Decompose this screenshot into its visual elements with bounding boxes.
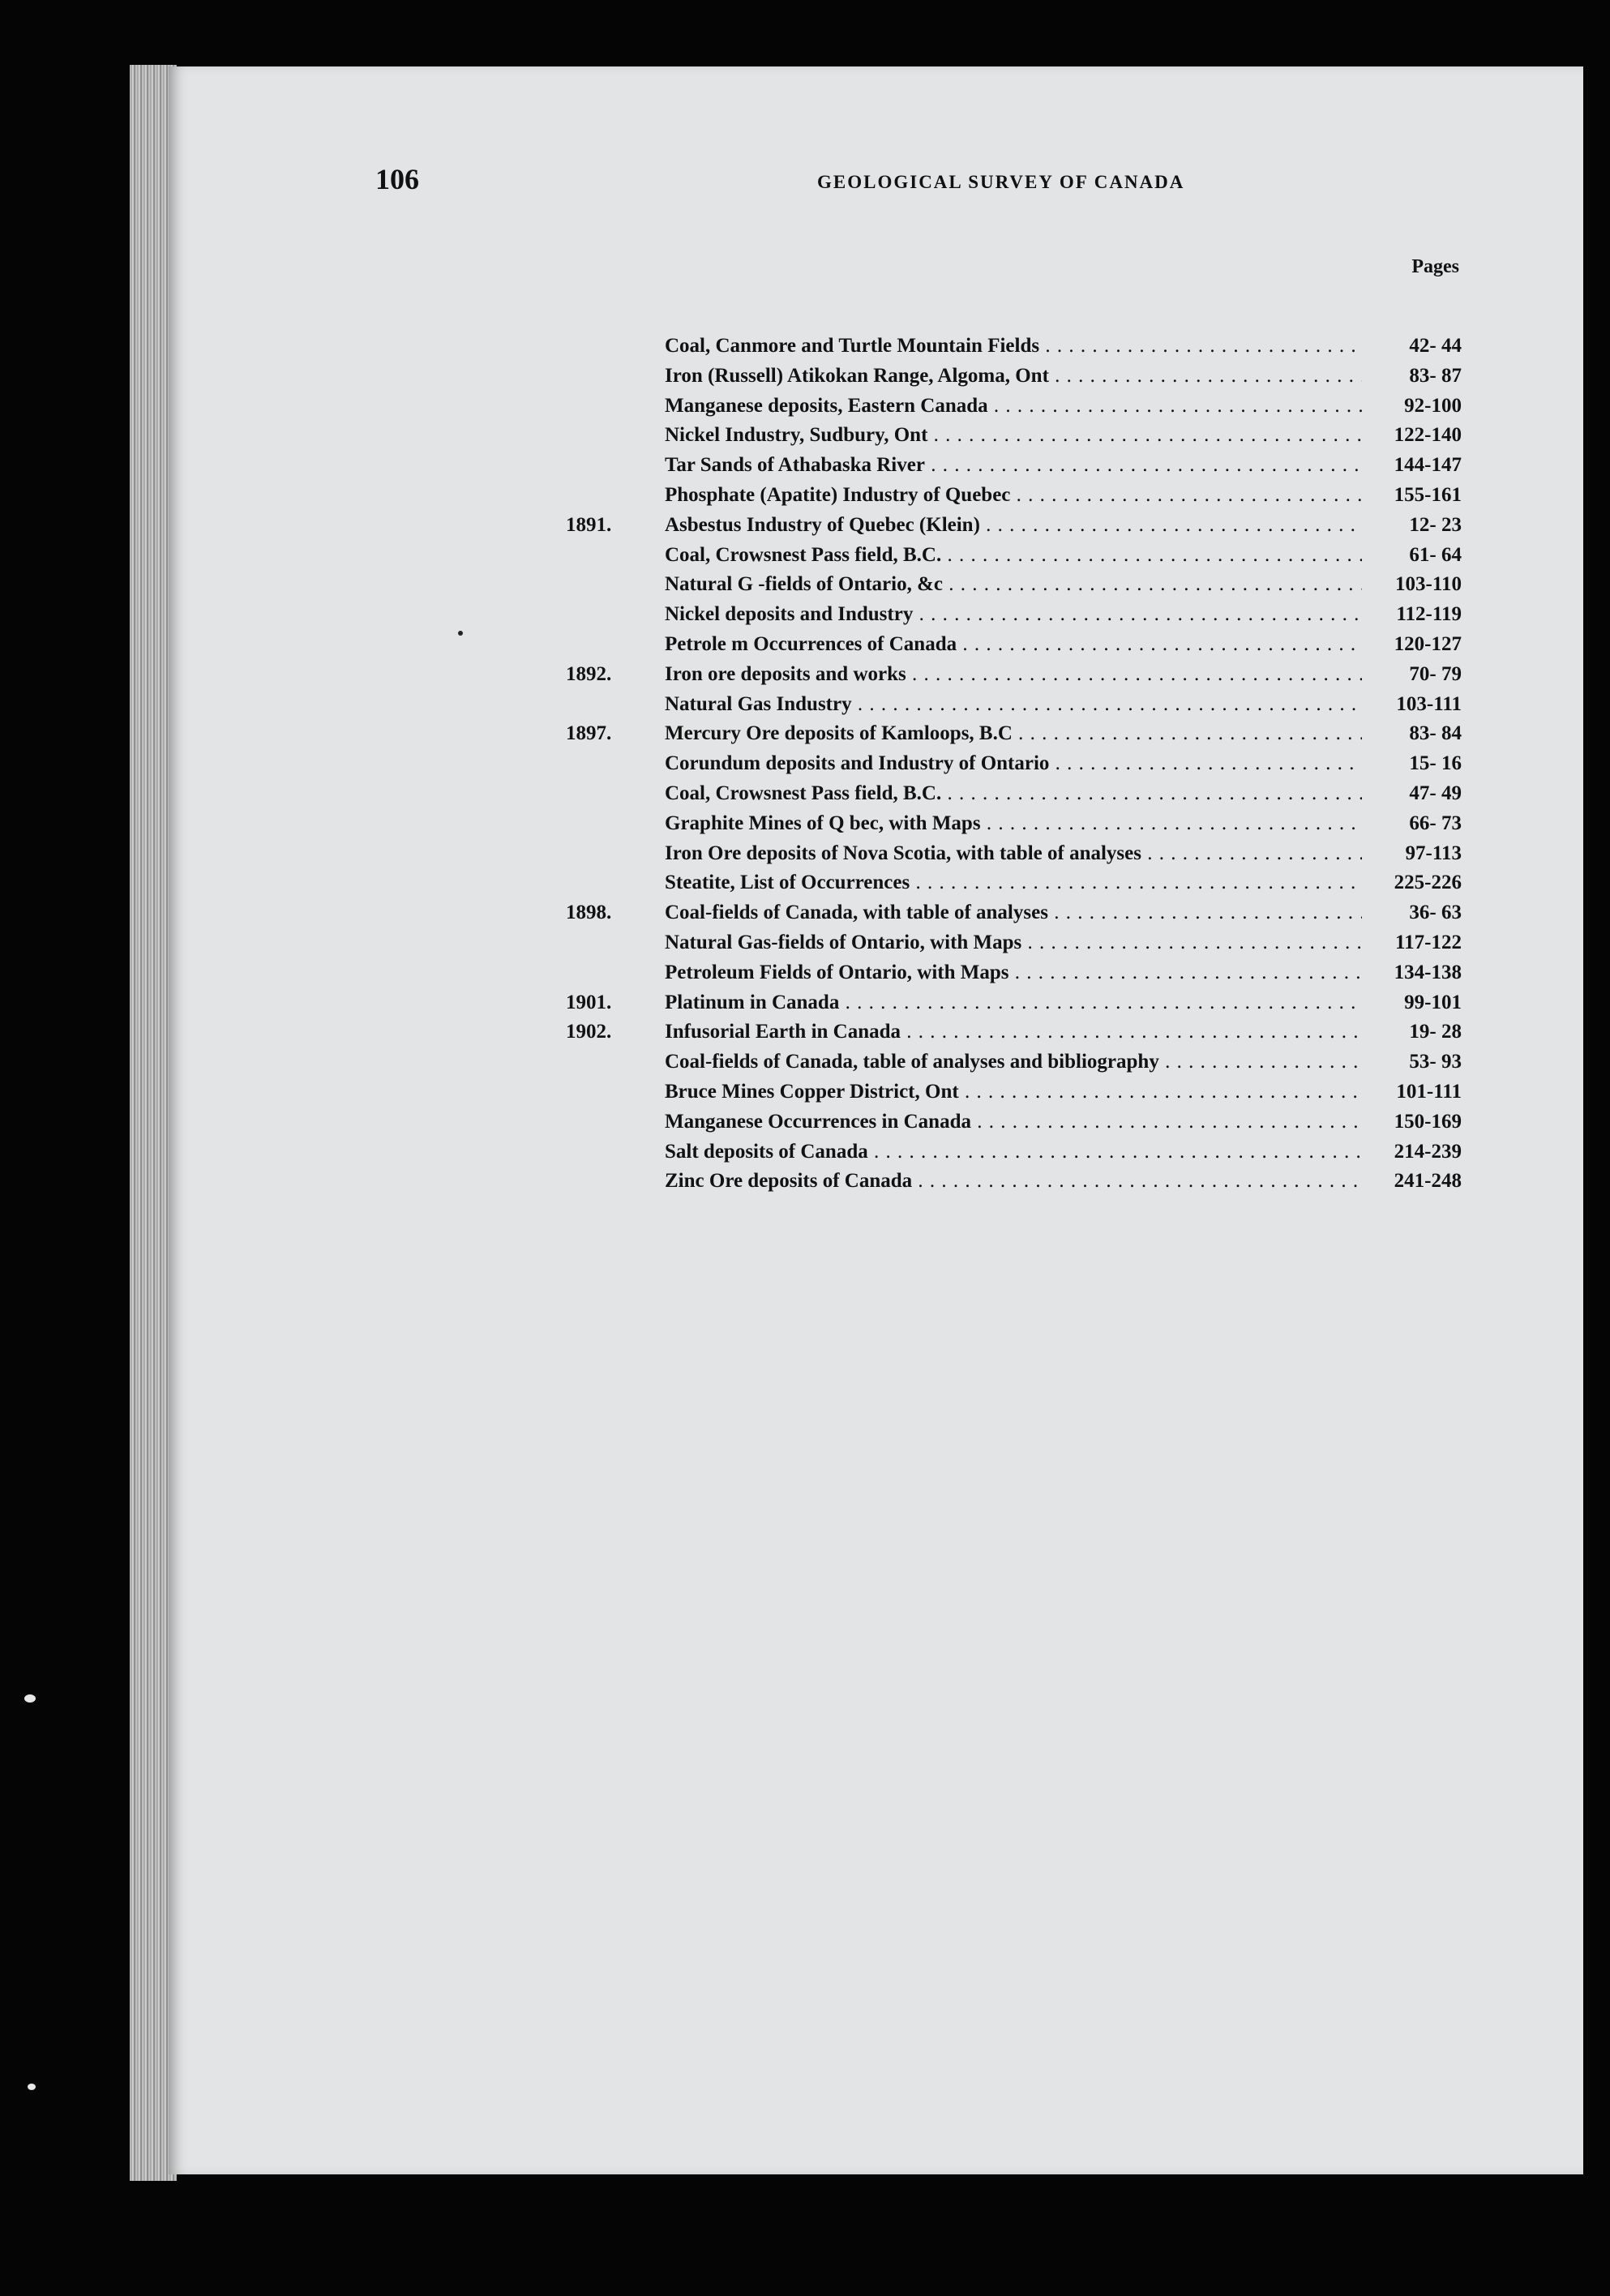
toc-row xyxy=(566,1107,1462,1137)
toc-page-range: 214-239 xyxy=(1394,1140,1462,1163)
toc-entry-title: Coal, Canmore and Turtle Mountain Fields . . . xyxy=(665,332,1362,362)
toc-entry-title: Zinc Ore deposits of Canada . . . xyxy=(665,1167,1362,1197)
toc-row xyxy=(566,600,1462,630)
toc-row xyxy=(566,1167,1462,1197)
toc-entry-title: Petroleum Fields of Ontario, with Maps . . . xyxy=(665,958,1362,988)
toc-row xyxy=(566,421,1462,451)
toc-row xyxy=(566,749,1462,779)
toc-entry-title: Asbestus Industry of Quebec (Klein) . . . xyxy=(665,511,1362,541)
toc-page-range: 66- 73 xyxy=(1409,812,1462,834)
toc-row xyxy=(566,660,1462,690)
toc-page-range: 117-122 xyxy=(1395,931,1462,953)
running-title: GEOLOGICAL SURVEY OF CANADA xyxy=(817,172,1185,192)
toc-entry-title: Mercury Ore deposits of Kamloops, B.C . . . xyxy=(665,719,1362,749)
toc-row xyxy=(566,1047,1462,1077)
toc-page-range: 83- 87 xyxy=(1409,364,1462,387)
page-header xyxy=(375,162,1300,211)
toc-row xyxy=(566,928,1462,958)
toc-page-range: 150-169 xyxy=(1394,1110,1462,1133)
toc-page-range: 241-248 xyxy=(1394,1170,1462,1193)
toc-row xyxy=(566,839,1462,869)
toc-entry-title: Nickel deposits and Industry . . . xyxy=(665,600,1362,630)
toc-page-range: 15- 16 xyxy=(1409,752,1462,775)
toc-entry-title: Infusorial Earth in Canada . . . xyxy=(665,1017,1362,1047)
film-speck xyxy=(28,2084,36,2090)
toc-page-range: 103-110 xyxy=(1395,573,1462,596)
toc-row xyxy=(566,332,1462,362)
toc-page-range: 97-113 xyxy=(1405,842,1462,864)
toc-row xyxy=(566,1077,1462,1107)
toc-year: 1901. xyxy=(566,991,612,1013)
toc-entry-title: Iron (Russell) Atikokan Range, Algoma, Ont . . . xyxy=(665,362,1362,392)
toc-entry-title: Natural Gas-fields of Ontario, with Maps . . . xyxy=(665,928,1362,958)
toc-page-range: 101-111 xyxy=(1396,1080,1462,1103)
toc-row xyxy=(566,362,1462,392)
toc-row xyxy=(566,958,1462,988)
toc-entry-title: Nickel Industry, Sudbury, Ont . . . xyxy=(665,421,1362,451)
toc-entry-title: Phosphate (Apatite) Industry of Quebec . . . xyxy=(665,481,1362,511)
toc-entry-title: Natural G -fields of Ontario, &c . . . xyxy=(665,570,1362,600)
toc-row xyxy=(566,481,1462,511)
toc-page-range: 19- 28 xyxy=(1409,1021,1462,1043)
toc-entry-title: Tar Sands of Athabaska River . . . xyxy=(665,451,1362,481)
toc-page-range: 99-101 xyxy=(1404,991,1462,1013)
toc-page-range: 83- 84 xyxy=(1409,722,1462,745)
toc-entry-title: Manganese Occurrences in Canada . . . xyxy=(665,1107,1362,1137)
toc-page-range: 70- 79 xyxy=(1409,662,1462,685)
toc-row xyxy=(566,630,1462,660)
toc-row xyxy=(566,570,1462,600)
page-number: 106 xyxy=(375,163,419,195)
film-speck xyxy=(24,1694,36,1703)
toc-entry-title: Iron ore deposits and works . . . xyxy=(665,660,1362,690)
toc-page-range: 120-127 xyxy=(1394,632,1462,655)
toc-row xyxy=(566,809,1462,839)
toc-entry-title: Coal-fields of Canada, with table of analyses . . . xyxy=(665,898,1362,928)
toc-row xyxy=(566,898,1462,928)
toc-entry-title: Natural Gas Industry . . . xyxy=(665,690,1362,720)
toc-page-range: 42- 44 xyxy=(1409,335,1462,357)
toc-page-range: 36- 63 xyxy=(1409,902,1462,924)
toc-entry-title: Coal, Crowsnest Pass field, B.C. . . . xyxy=(665,541,1362,571)
toc-entry-title: Iron Ore deposits of Nova Scotia, with table of analyses . . . xyxy=(665,839,1362,869)
toc-entry-title: Steatite, List of Occurrences . . . xyxy=(665,868,1362,898)
toc-entry-title: Bruce Mines Copper District, Ont . . . xyxy=(665,1077,1362,1107)
toc-entry-title: Coal, Crowsnest Pass field, B.C. . . . xyxy=(665,779,1362,809)
toc-page-range: 53- 93 xyxy=(1409,1051,1462,1073)
toc-entry-title: Manganese deposits, Eastern Canada . . . xyxy=(665,392,1362,422)
toc-row xyxy=(566,868,1462,898)
toc-year: 1891. xyxy=(566,513,612,536)
toc-row xyxy=(566,779,1462,809)
toc-year: 1902. xyxy=(566,1021,612,1043)
toc-row xyxy=(566,1137,1462,1167)
toc-page-range: 61- 64 xyxy=(1409,543,1462,566)
toc-page-range: 122-140 xyxy=(1394,424,1462,447)
toc-row xyxy=(566,719,1462,749)
toc-page-range: 12- 23 xyxy=(1409,513,1462,536)
toc-page-range: 134-138 xyxy=(1394,961,1462,983)
toc-year: 1898. xyxy=(566,902,612,924)
toc-page-range: 225-226 xyxy=(1394,872,1462,894)
toc-entry-title: Platinum in Canada . . . xyxy=(665,988,1362,1018)
toc-entry-title: Salt deposits of Canada . . . xyxy=(665,1137,1362,1167)
toc-row xyxy=(566,541,1462,571)
toc-page-range: 92-100 xyxy=(1404,394,1462,417)
toc-page-range: 47- 49 xyxy=(1409,782,1462,804)
toc-page-range: 112-119 xyxy=(1396,603,1462,626)
toc-row xyxy=(566,1017,1462,1047)
toc-row xyxy=(566,511,1462,541)
toc-page-range: 144-147 xyxy=(1394,454,1462,477)
toc-page-range: 103-111 xyxy=(1396,692,1462,715)
pages-column-heading: Pages xyxy=(1411,256,1459,277)
toc-row xyxy=(566,690,1462,720)
toc-row xyxy=(566,451,1462,481)
toc-row xyxy=(566,988,1462,1018)
toc-year: 1892. xyxy=(566,662,612,685)
toc-entry-title: Coal-fields of Canada, table of analyses and bibliography . . . xyxy=(665,1047,1362,1077)
toc-entry-title: Corundum deposits and Industry of Ontario . . . xyxy=(665,749,1362,779)
paper-speck xyxy=(458,631,463,636)
toc-entry-title: Petrole m Occurrences of Canada . . . xyxy=(665,630,1362,660)
toc-row xyxy=(566,392,1462,422)
toc-rows xyxy=(566,332,1462,1197)
toc-page-range: 155-161 xyxy=(1394,483,1462,506)
toc-year: 1897. xyxy=(566,722,612,745)
toc-entry-title: Graphite Mines of Q bec, with Maps . . . xyxy=(665,809,1362,839)
